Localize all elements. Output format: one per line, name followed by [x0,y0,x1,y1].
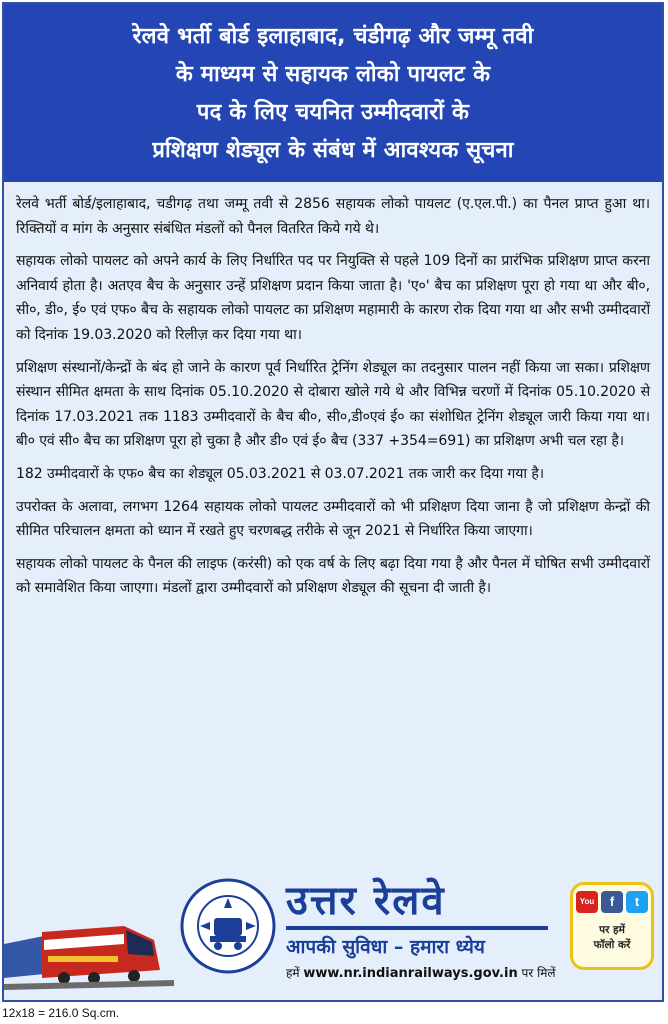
website-prefix: हमें [286,966,300,980]
notice-footer [4,864,662,1000]
notice-header [4,4,662,182]
header-line-1: रेलवे भर्ती बोर्ड इलाहाबाद, चंडीगढ़ और जम्मू तवी [132,24,534,49]
locomotive-icon [4,874,174,994]
paragraph-2: सहायक लोको पायलट को अपने कार्य के लिए निर्धारित पद पर नियुक्ति से पहले 109 दिनों का प्रारंभिक प्रशिक्षण प्राप्त करना अनिवार्य होता है। अतएव बैच के अनुसार उन्हें प्रशिक्षण प्रदान किया जाता है। 'ए०' बैच का प्रशिक्षण पूरा हो गया था और बी०, सी०, डी०, ई० एवं एफ० बैच के सहायक लोको पायलट का प्रशिक्षण महामारी के कारण रोक दिया गया था और सभी उम्मीदवारों को दिनांक 19.03.2020 को रिलीज़ कर दिया गया था। [16,253,650,343]
paragraph-5: उपरोक्त के अलावा, लगभग 1264 सहायक लोको पायलट उम्मीदवारों को भी प्रशिक्षण दिया जाना है जो प्रशिक्षण केन्द्रों की सीमित परिचालन क्षमता को ध्यान में रखते हुए चरणबद्ध तरीके से जून 2021 से निर्धारित किया जाएगा। [16,498,650,540]
paragraph-3: प्रशिक्षण संस्थानों/केन्द्रों के बंद हो जाने के कारण पूर्व निर्धारित ट्रेनिंग शेड्यूल का तदनुसार पालन नहीं किया जा सका। प्रशिक्षण संस्थान सीमित क्षमता के साथ दिनांक 05.10.2020 से दोबारा खोले गये थे और विभिन्न चरणों में दिनांक 05.10.2020 से दिनांक 17.03.2021 तक 1183 उम्मीदवारों के बैच बी०, सी०,डी०एवं ई० का संशोधित ट्रेनिंग शेड्यूल जारी किया गया था। बी० एवं सी० बैच का प्रशिक्षण पूरा हो चुका है और डी० एवं ई० बैच (337 +354=691) का प्रशिक्षण अभी चल रहा है। [16,359,650,450]
social-line-2: फॉलो करें [593,939,631,951]
facebook-icon[interactable]: f [601,891,623,913]
notice-body [4,182,662,601]
brand-tagline: आपकी सुविधा – हमारा ध्येय [286,936,485,958]
indian-railways-emblem-icon [180,878,276,974]
website-line [286,964,556,981]
youtube-icon[interactable]: You [576,891,598,913]
header-line-2: के माध्यम से सहायक लोको पायलट के [175,62,491,87]
notice-page [2,2,664,1002]
paragraph-6: सहायक लोको पायलट के पैनल की लाइफ (करंसी) को एक वर्ष के लिए बढ़ा दिया गया है और पैनल में घोषित सभी उम्मीदवारों को समावेशित किया जाएगा। मंडलों द्वारा उम्मीदवारों को प्रशिक्षण शेड्यूल की सूचना दी जाती है। [16,555,650,597]
social-line-1: पर हमें [599,924,625,936]
brand-divider [286,926,548,930]
brand-title: उत्तर रेलवे [286,878,446,924]
website-suffix: पर मिलें [521,966,556,980]
header-line-4: प्रशिक्षण शेड्यूल के संबंध में आवश्यक सूचना [152,138,514,163]
social-follow-box [570,882,654,970]
northern-railway-brand [286,878,556,981]
paragraph-1: रेलवे भर्ती बोर्ड/इलाहाबाद, चडीगढ़ तथा जम्मू तवी से 2856 सहायक लोको पायलट (ए.एल.पी.) का पैनल प्राप्त हुआ था। रिक्तियों व मांग के अनुसार संबंधित मंडलों को पैनल वितरित किये गये थे। [16,196,650,237]
ad-size-label: 12x18 = 216.0 Sq.cm. [2,1006,120,1020]
paragraph-4: 182 उम्मीदवारों के एफ० बैच का शेड्यूल 05.03.2021 से 03.07.2021 तक जारी कर दिया गया है। [16,465,544,482]
social-icons [573,891,651,917]
website-link[interactable]: www.nr.indianrailways.gov.in [303,966,518,981]
header-line-3: पद के लिए चयनित उम्मीदवारों के [196,100,470,125]
twitter-icon[interactable]: t [626,891,648,913]
social-follow-text [573,923,651,953]
